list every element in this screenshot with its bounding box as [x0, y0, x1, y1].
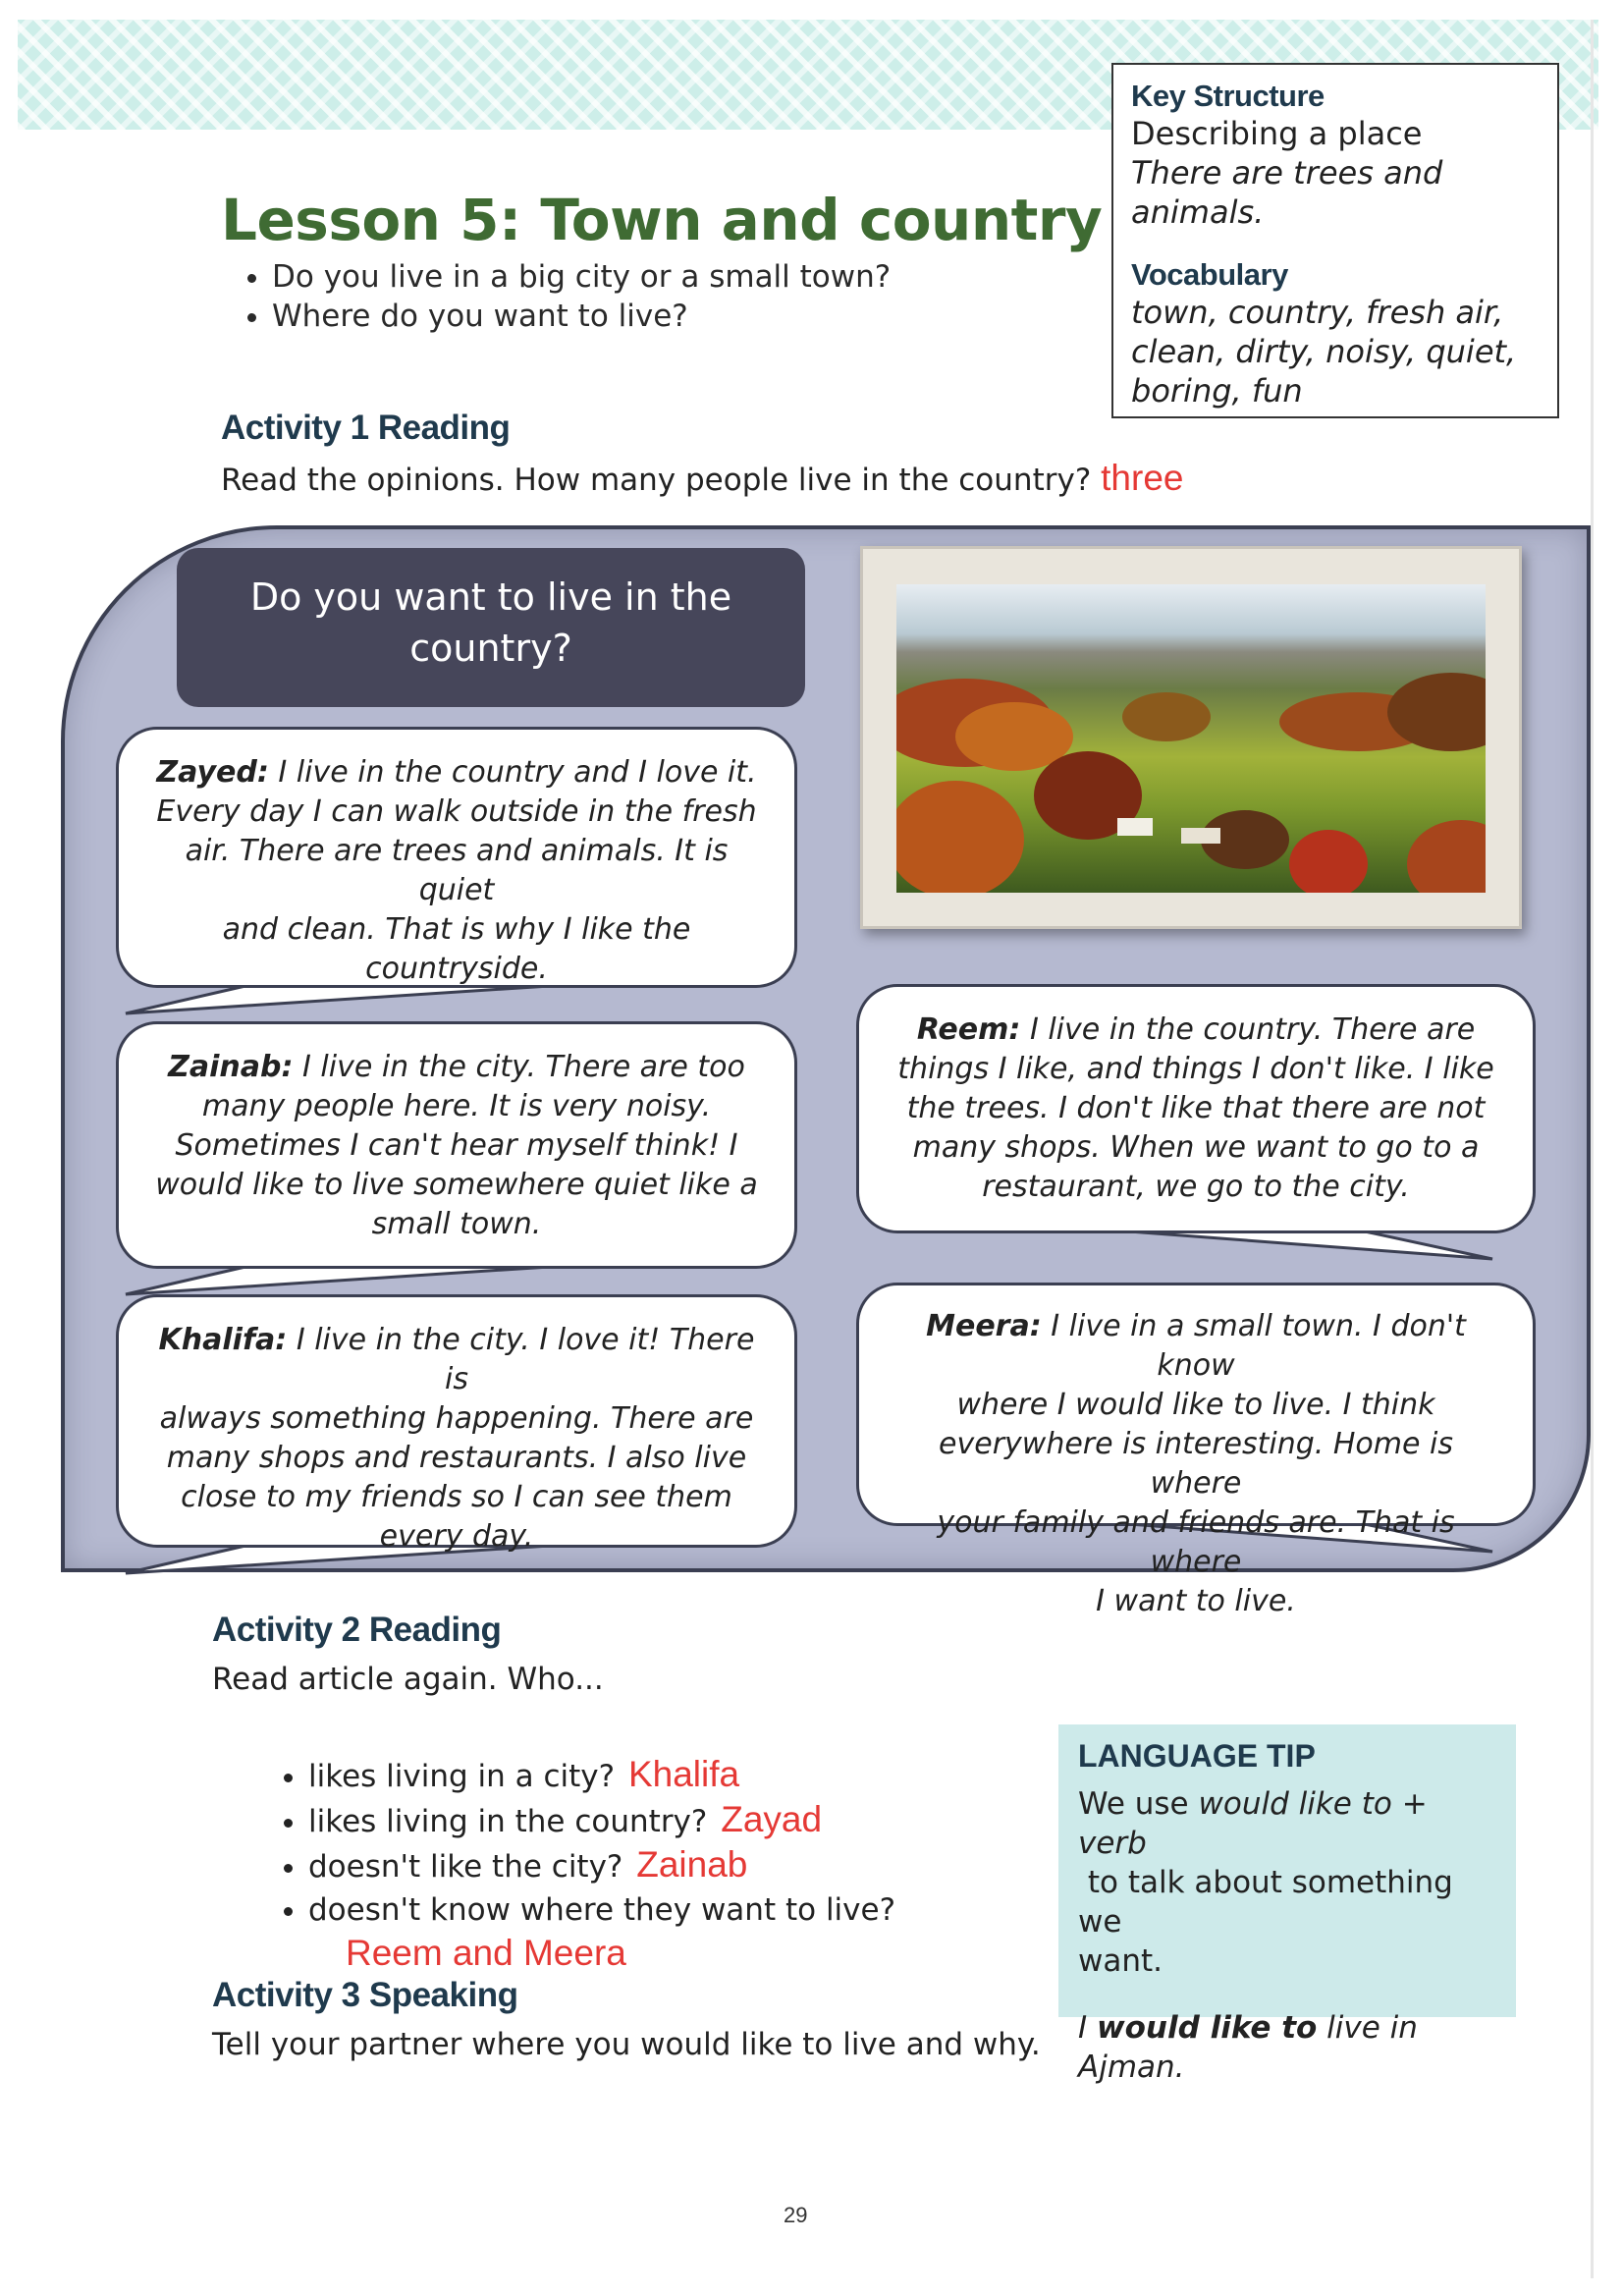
language-tip-text: We use would like to + verb to talk about something we want.: [1078, 1786, 1453, 1979]
vocabulary-line: town, country, fresh air,: [1131, 294, 1504, 331]
intro-question: • Do you live in a big city or a small town?: [272, 257, 891, 297]
opinion-text: things I like, and things I don't like. I like: [897, 1052, 1494, 1086]
opinion-bubble-meera: [856, 1283, 1536, 1618]
panel-question-line: Do you want to live in the: [249, 575, 732, 619]
activity2-item: • likes living in the country? Zayad: [308, 1798, 895, 1843]
speaker-name: Khalifa:: [158, 1323, 288, 1357]
opinion-text: would like to live somewhere quiet like a: [155, 1168, 758, 1202]
opinion-text: always something happening. There are: [159, 1401, 754, 1436]
opinion-text: I live in a small town. I don't know: [1051, 1309, 1466, 1383]
opinion-text: the trees. I don't like that there are not: [906, 1091, 1486, 1125]
speaker-name: Reem:: [916, 1012, 1021, 1047]
opinion-text: countryside.: [365, 952, 548, 986]
activity2-instruction: Read article again. Who...: [212, 1662, 604, 1697]
opinion-text: where I would like to live. I think: [956, 1388, 1435, 1422]
opinion-text: many shops and restaurants. I also live: [166, 1441, 747, 1475]
activity2-answer: Khalifa: [627, 1754, 740, 1794]
opinion-text: I live in the country and I love it.: [278, 755, 757, 790]
activity2-heading: Activity 2 Reading: [212, 1611, 502, 1649]
opinion-bubble-zayed: [116, 727, 797, 988]
opinion-bubble-reem: [856, 984, 1536, 1233]
activity2-item: • doesn't know where they want to live? Reem and Meera: [308, 1888, 895, 1977]
page-number: 29: [784, 2203, 808, 2227]
lesson-title: Lesson 5: Town and country: [221, 187, 1103, 253]
opinion-text: I live in the city. I love it! There is: [296, 1323, 755, 1396]
opinion-text: small town.: [371, 1207, 542, 1241]
speaker-name: Zayed:: [156, 755, 269, 790]
opinion-bubble-khalifa: [116, 1294, 797, 1554]
panel-question-line: country?: [409, 627, 572, 670]
activity1-instruction-text: Read the opinions. How many people live in the country?: [221, 463, 1092, 498]
activity3-instruction: Tell your partner where you would like to live and why.: [212, 2027, 1041, 2062]
opinion-text: close to my friends so I can see them: [181, 1480, 732, 1514]
activity2-answer: Reem and Meera: [346, 1933, 626, 1973]
speaker-name: Meera:: [926, 1309, 1042, 1343]
vocabulary-line: boring, fun: [1131, 372, 1303, 410]
activity2-answer: Zainab: [636, 1844, 748, 1885]
opinion-text: every day.: [379, 1519, 534, 1554]
key-structure-example: There are trees and animals.: [1131, 154, 1443, 231]
vocabulary-line: clean, dirty, noisy, quiet,: [1131, 333, 1517, 370]
opinion-text: I want to live.: [1096, 1584, 1296, 1618]
speaker-name: Zainab:: [168, 1050, 294, 1084]
activity2-answer: Zayad: [721, 1799, 823, 1839]
opinion-text: air. There are trees and animals. It is quiet: [185, 834, 729, 907]
activity1-answer: three: [1101, 458, 1184, 498]
opinion-text: restaurant, we go to the city.: [982, 1170, 1410, 1204]
opinion-text: your family and friends are. That is where: [937, 1505, 1455, 1579]
opinion-text: everywhere is interesting. Home is where: [939, 1427, 1453, 1501]
opinion-text: many shops. When we want to go to a: [912, 1130, 1480, 1165]
opinion-text: Every day I can walk outside in the fresh: [156, 794, 757, 829]
opinion-text: many people here. It is very noisy.: [201, 1089, 712, 1123]
language-tip-example: I would like to live in Ajman.: [1078, 2010, 1418, 2085]
activity1-heading: Activity 1 Reading: [221, 409, 511, 447]
opinion-text: I live in the country. There are: [1029, 1012, 1476, 1047]
language-tip-heading: LANGUAGE TIP: [1078, 1738, 1316, 1774]
vocabulary-heading: Vocabulary: [1131, 257, 1288, 292]
key-structure-heading: Key Structure: [1131, 79, 1325, 113]
intro-question: • Where do you want to live?: [272, 297, 891, 336]
activity2-item: • doesn't like the city? Zainab: [308, 1843, 895, 1888]
opinion-text: I live in the city. There are too: [302, 1050, 745, 1084]
activity2-item: • likes living in a city? Khalifa: [308, 1753, 895, 1798]
opinion-text: and clean. That is why I like the: [222, 912, 691, 947]
opinion-bubble-zainab: [116, 1021, 797, 1269]
opinion-text: Sometimes I can't hear myself think! I: [175, 1128, 738, 1163]
activity2-questions: [257, 1753, 895, 1977]
activity3-heading: Activity 3 Speaking: [212, 1976, 518, 2014]
language-tip-box: [1058, 1724, 1516, 2085]
key-structure-line: Describing a place: [1131, 115, 1423, 152]
